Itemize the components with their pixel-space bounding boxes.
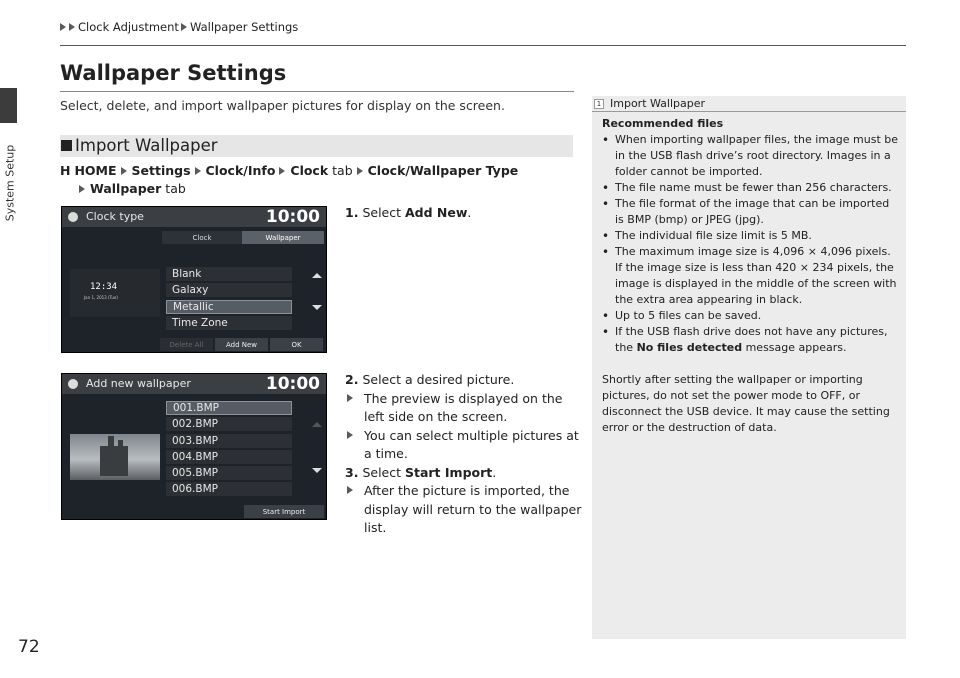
screen-header (62, 207, 326, 227)
note-subheading: Recommended files (602, 117, 724, 130)
arrow-icon (279, 167, 285, 175)
arrow-icon (195, 167, 201, 175)
tab-clock[interactable]: Clock (162, 231, 242, 244)
arrow-icon (69, 23, 75, 31)
square-bullet-icon (61, 140, 72, 151)
screen-clock: 10:00 (265, 207, 320, 227)
page-number: 72 (18, 637, 40, 657)
list-item: • Up to 5 files can be saved. (602, 308, 898, 324)
screenshot-add-new-wallpaper (61, 373, 327, 520)
note-body (602, 116, 898, 436)
breadcrumb-item-wallpaper-settings[interactable]: Wallpaper Settings (189, 20, 299, 34)
list-item-metallic[interactable]: Metallic (166, 300, 292, 314)
screen-header (62, 374, 326, 394)
list-item-file[interactable]: 006.BMP (166, 482, 292, 496)
wallpaper-list (166, 267, 292, 332)
note-header: 1 Import Wallpaper (592, 96, 906, 111)
scroll-up-icon[interactable] (312, 422, 322, 427)
screenshot-clock-type (61, 206, 327, 353)
list-item: • The individual file size limit is 5 MB. (602, 228, 898, 244)
scroll-down-icon[interactable] (312, 468, 322, 473)
breadcrumb-item-clock-adjustment[interactable]: Clock Adjustment (78, 20, 179, 34)
arrow-icon (347, 431, 353, 439)
list-item-galaxy[interactable]: Galaxy (166, 283, 292, 297)
list-item-file[interactable]: 003.BMP (166, 434, 292, 448)
preview-time: 12:34 (90, 282, 118, 292)
list-item-file[interactable]: 005.BMP (166, 466, 292, 480)
delete-all-button[interactable]: Delete All (160, 338, 213, 351)
steps-2-3: 2. Select a desired picture. The preview is displayed on the left side on the screen. You can select multiple pictures at a time. 3. Select Start Import. After the picture is imported, the display will return to the wallpaper list. (345, 372, 582, 535)
scroll-down-icon[interactable] (312, 305, 322, 310)
arrow-icon (347, 486, 353, 494)
arrow-icon (181, 23, 187, 31)
note-bullet-list (602, 132, 898, 356)
list-item-file[interactable]: 001.BMP (166, 401, 292, 415)
preview-date: Jan 1, 2013 (Tue) (84, 295, 118, 300)
list-item: • The maximum image size is 4,096 × 4,096 pixels. If the image size is less than 420 × 234 pixels, the image is displayed in the middle of the screen with the extra area appearing in black. (602, 244, 898, 308)
header-divider (60, 45, 906, 46)
navigation-path: H HOME Settings Clock/Info Clock tab Clock/Wallpaper Type Wallpaper tab (60, 163, 519, 196)
home-button-icon[interactable] (68, 379, 78, 389)
list-item-time-zone[interactable]: Time Zone (166, 316, 292, 330)
intro-text: Select, delete, and import wallpaper pictures for display on the screen. (60, 98, 505, 113)
home-button-icon[interactable] (68, 212, 78, 222)
list-item: • The file format of the image that can be imported is BMP (bmp) or JPEG (jpg). (602, 196, 898, 228)
file-list (166, 401, 292, 499)
step-1: 1. Select Add New. (345, 205, 472, 220)
clock-preview (70, 269, 160, 317)
add-new-button[interactable]: Add New (215, 338, 268, 351)
screen-title: Clock type (86, 210, 144, 223)
castle-image (100, 446, 128, 476)
screen-tabs (162, 231, 324, 244)
arrow-icon (60, 23, 66, 31)
breadcrumb (60, 20, 298, 34)
wallpaper-preview-image (70, 434, 160, 480)
tab-wallpaper[interactable]: Wallpaper (242, 231, 324, 244)
note-divider (592, 111, 906, 112)
page-title: Wallpaper Settings (60, 61, 287, 85)
home-icon: H (60, 163, 71, 178)
arrow-icon (357, 167, 363, 175)
screen-title: Add new wallpaper (86, 377, 191, 390)
chapter-label: System Setup (3, 144, 17, 222)
screen-clock: 10:00 (265, 374, 320, 394)
note-warning-text: Shortly after setting the wallpaper or importing pictures, do not set the power mode to OFF, or disconnect the USB device. It may cause the setting error or the destruction of data. (602, 373, 890, 434)
arrow-icon (121, 167, 127, 175)
list-item-file[interactable]: 002.BMP (166, 417, 292, 431)
arrow-icon (347, 394, 353, 402)
list-item-file[interactable]: 004.BMP (166, 450, 292, 464)
list-item: • The file name must be fewer than 256 characters. (602, 180, 898, 196)
list-item-blank[interactable]: Blank (166, 267, 292, 281)
scroll-up-icon[interactable] (312, 273, 322, 278)
arrow-icon (79, 185, 85, 193)
note-icon: 1 (594, 99, 604, 109)
start-import-button[interactable]: Start Import (244, 505, 324, 518)
list-item: • When importing wallpaper files, the image must be in the USB flash drive’s root directory. Images in a folder cannot be imported. (602, 132, 898, 180)
title-divider (60, 91, 574, 92)
chapter-tab (0, 88, 17, 123)
list-item: • If the USB flash drive does not have any pictures, the No files detected message appears. (602, 324, 898, 356)
ok-button[interactable]: OK (270, 338, 323, 351)
section-title: Import Wallpaper (61, 136, 218, 155)
